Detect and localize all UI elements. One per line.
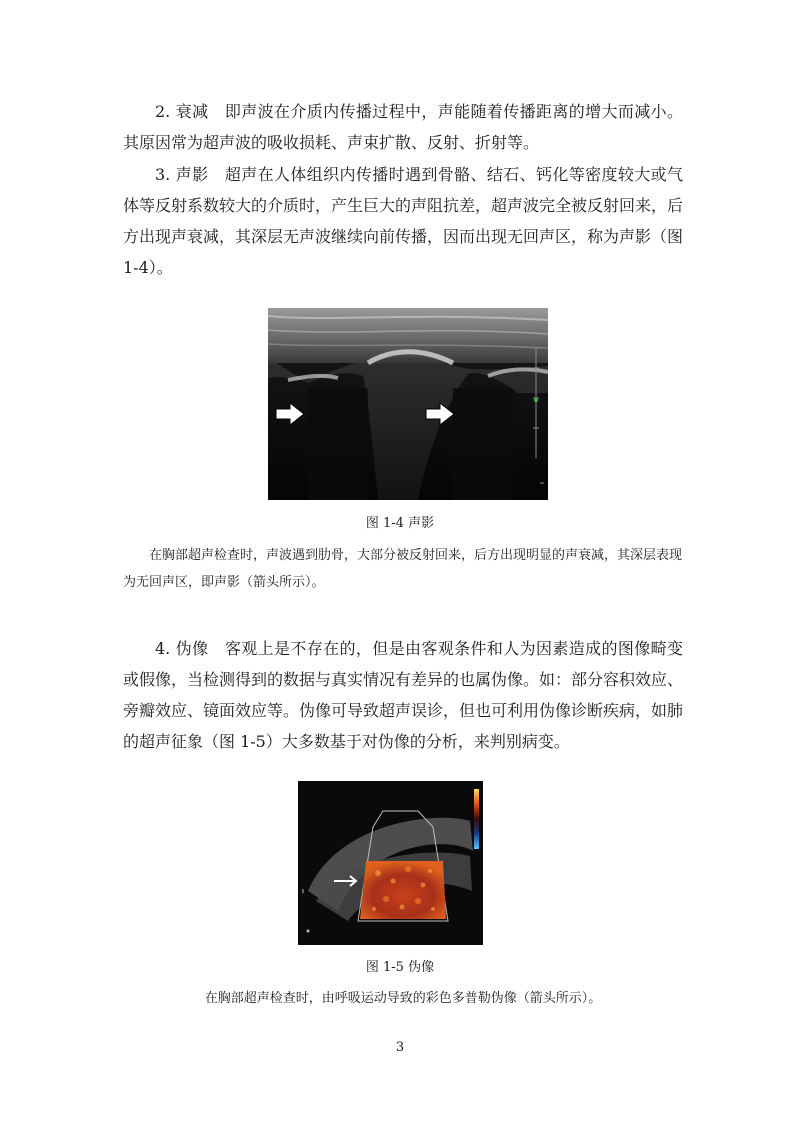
paragraph-acoustic-shadow: 3. 声影 超声在人体组织内传播时遇到骨骼、结石、钙化等密度较大或气体等反射系数较大的介质时，产生巨大的声阻抗差，超声波完全被反射回来，后方出现声衰减，其深层无声波继续向前传播，因而出现无回声区，称为声影（图 1-4）。 [123, 165, 684, 277]
paragraph-attenuation: 2. 衰减 即声波在介质内传播过程中，声能随着传播距离的增大而减小。其原因常为超声波的吸收损耗、声束扩散、反射、折射等。 [123, 102, 683, 152]
figure-1-5-note: 在胸部超声检查时，由呼吸运动导致的彩色多普勒伪像（箭头所示）。 [204, 991, 602, 1006]
page-number: 3 [395, 1040, 405, 1055]
figure-1-4-ultrasound-image [268, 308, 548, 500]
acoustic-shadow-image [268, 308, 548, 500]
doppler-artifact-image [298, 781, 483, 945]
figure-1-5-ultrasound-image [298, 781, 483, 945]
figure-1-4-caption: 图 1-4 声影 [365, 516, 435, 531]
figure-1-5-caption: 图 1-5 伪像 [365, 960, 435, 975]
figure-1-4-note: 在胸部超声检查时，声波遇到肋骨，大部分被反射回来，后方出现明显的声衰减，其深层表现为无回声区，即声影（箭头所示）。 [123, 548, 683, 590]
paragraph-artifact: 4. 伪像 客观上是不存在的，但是由客观条件和人为因素造成的图像畸变或假像，当检测得到的数据与真实情况有差异的也属伪像。如：部分容积效应、旁瓣效应、镜面效应等。伪像可导致超声误诊，但也可利用伪像诊断疾病，如肺的超声征象（图 1-5）大多数基于对伪像的分析，来判别病变。 [123, 639, 684, 751]
